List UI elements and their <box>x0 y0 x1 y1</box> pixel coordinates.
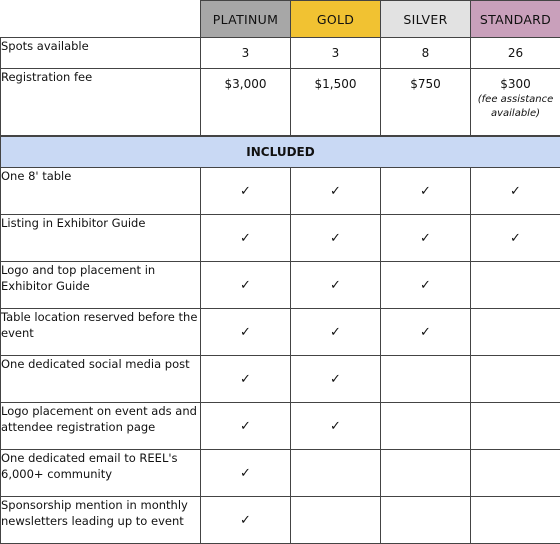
feature-cell-platinum <box>201 497 291 544</box>
feature-label: Sponsorship mention in monthly newsletters leading up to event <box>1 497 201 544</box>
feature-cell-gold <box>291 262 381 309</box>
spots-label: Spots available <box>1 38 201 69</box>
included-section-row <box>1 136 560 168</box>
feature-cell-silver <box>381 215 471 262</box>
feature-cell-platinum <box>201 309 291 356</box>
check-mark-icon: ✓ <box>330 278 341 293</box>
feature-cell-standard <box>471 309 560 356</box>
feature-label: Listing in Exhibitor Guide <box>1 215 201 262</box>
feature-cell-silver <box>381 168 471 215</box>
feature-row <box>1 168 560 215</box>
check-mark-icon: ✓ <box>330 372 341 387</box>
check-mark-icon: ✓ <box>240 231 251 246</box>
feature-cell-platinum <box>201 450 291 497</box>
feature-cell-standard <box>471 497 560 544</box>
feature-cell-silver <box>381 356 471 403</box>
spots-gold: 3 <box>291 38 381 69</box>
feature-cell-platinum <box>201 262 291 309</box>
header-blank-cell <box>1 1 201 38</box>
feature-label: Logo and top placement in Exhibitor Guide <box>1 262 201 309</box>
check-mark-icon: ✓ <box>420 184 431 199</box>
check-mark-icon: ✓ <box>330 419 341 434</box>
feature-row <box>1 309 560 356</box>
feature-label: One dedicated social media post <box>1 356 201 403</box>
feature-cell-platinum <box>201 168 291 215</box>
feature-cell-gold <box>291 403 381 450</box>
fee-label: Registration fee <box>1 69 201 137</box>
feature-cell-standard <box>471 403 560 450</box>
feature-cell-gold <box>291 497 381 544</box>
check-mark-icon: ✓ <box>330 184 341 199</box>
feature-row <box>1 262 560 309</box>
feature-row <box>1 403 560 450</box>
feature-cell-standard <box>471 356 560 403</box>
check-mark-icon: ✓ <box>240 184 251 199</box>
feature-label: One 8' table <box>1 168 201 215</box>
feature-label: One dedicated email to REEL's 6,000+ community <box>1 450 201 497</box>
fee-assistance-note: (fee assistance available) <box>471 93 560 121</box>
feature-cell-silver <box>381 403 471 450</box>
fee-gold: $1,500 <box>291 69 381 137</box>
spots-platinum: 3 <box>201 38 291 69</box>
feature-cell-standard <box>471 215 560 262</box>
check-mark-icon: ✓ <box>510 231 521 246</box>
feature-cell-platinum <box>201 403 291 450</box>
feature-cell-platinum <box>201 356 291 403</box>
check-mark-icon: ✓ <box>420 278 431 293</box>
fee-platinum: $3,000 <box>201 69 291 137</box>
check-mark-icon: ✓ <box>510 184 521 199</box>
check-mark-icon: ✓ <box>420 231 431 246</box>
feature-cell-standard <box>471 168 560 215</box>
tier-header-row <box>1 1 560 38</box>
feature-cell-gold <box>291 168 381 215</box>
fee-row <box>1 69 560 137</box>
check-mark-icon: ✓ <box>240 325 251 340</box>
feature-cell-silver <box>381 450 471 497</box>
feature-cell-standard <box>471 450 560 497</box>
feature-cell-gold <box>291 309 381 356</box>
spots-row <box>1 38 560 69</box>
feature-cell-silver <box>381 262 471 309</box>
feature-row <box>1 450 560 497</box>
check-mark-icon: ✓ <box>240 466 251 481</box>
fee-silver: $750 <box>381 69 471 137</box>
fee-standard-value: $300 <box>500 77 531 91</box>
check-mark-icon: ✓ <box>240 278 251 293</box>
feature-cell-silver <box>381 497 471 544</box>
fee-standard <box>471 69 560 137</box>
spots-standard: 26 <box>471 38 560 69</box>
feature-cell-gold <box>291 215 381 262</box>
feature-cell-gold <box>291 450 381 497</box>
check-mark-icon: ✓ <box>420 325 431 340</box>
feature-cell-platinum <box>201 215 291 262</box>
included-section-label: INCLUDED <box>1 136 560 168</box>
tier-header-standard: STANDARD <box>471 1 560 38</box>
tier-header-platinum: PLATINUM <box>201 1 291 38</box>
spots-silver: 8 <box>381 38 471 69</box>
check-mark-icon: ✓ <box>240 513 251 528</box>
feature-cell-silver <box>381 309 471 356</box>
feature-label: Table location reserved before the event <box>1 309 201 356</box>
tier-header-gold: GOLD <box>291 1 381 38</box>
check-mark-icon: ✓ <box>240 419 251 434</box>
feature-rows <box>1 168 560 544</box>
feature-row <box>1 356 560 403</box>
feature-row <box>1 497 560 544</box>
feature-cell-standard <box>471 262 560 309</box>
feature-label: Logo placement on event ads and attendee registration page <box>1 403 201 450</box>
feature-row <box>1 215 560 262</box>
feature-cell-gold <box>291 356 381 403</box>
check-mark-icon: ✓ <box>330 325 341 340</box>
check-mark-icon: ✓ <box>240 372 251 387</box>
tier-header-silver: SILVER <box>381 1 471 38</box>
check-mark-icon: ✓ <box>330 231 341 246</box>
